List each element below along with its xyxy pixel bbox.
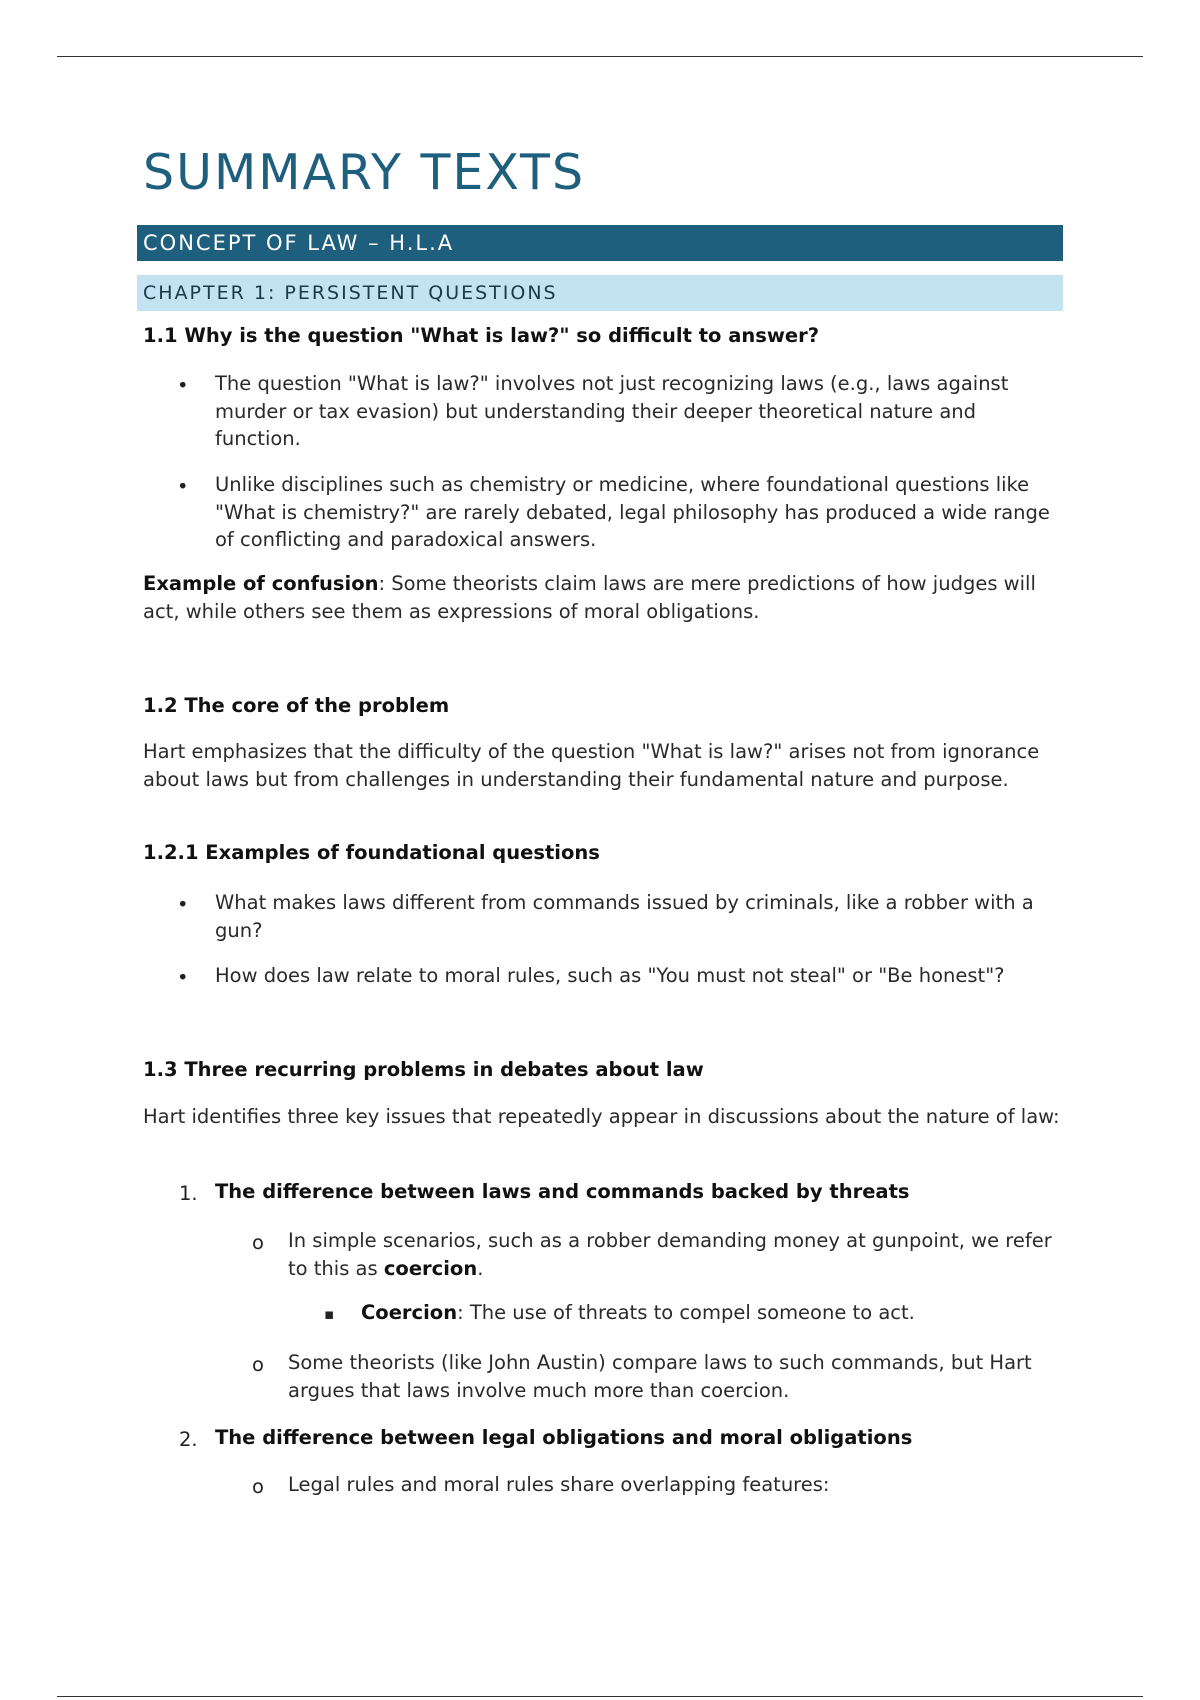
header-rule	[57, 56, 1143, 57]
list-item: The question "What is law?" involves not just recognizing laws (e.g., laws against murder or tax evasion) but understanding their deeper theoretical nature and function.	[215, 372, 1009, 450]
circle-marker: o	[252, 1353, 264, 1376]
paragraph: Hart identifies three key issues that repeatedly appear in discussions about the nature of law:	[143, 1105, 1060, 1128]
circle-marker: o	[252, 1475, 264, 1498]
numbered-item-title: The difference between legal obligations and moral obligations	[215, 1426, 913, 1449]
list-item: What makes laws different from commands issued by criminals, like a robber with a gun?	[215, 891, 1034, 942]
list-item: Unlike disciplines such as chemistry or medicine, where foundational questions like "What is chemistry?" are rarely debated, legal philosophy has produced a wide range of conflicting and paradoxical answers.	[215, 473, 1050, 551]
example-label: Example of confusion	[143, 572, 379, 595]
sub-item-text-end: .	[477, 1256, 484, 1280]
example-paragraph	[143, 570, 1063, 625]
heading-1-1: 1.1 Why is the question "What is law?" so difficult to answer?	[143, 324, 820, 347]
bullet-marker: •	[177, 893, 189, 916]
heading-1-2-1: 1.2.1 Examples of foundational questions	[143, 841, 600, 864]
section-banner: CONCEPT OF LAW – H.L.A	[137, 225, 1063, 261]
coercion-term: coercion	[383, 1256, 478, 1280]
sub-list-item: Some theorists (like John Austin) compare laws to such commands, but Hart argues that laws involve much more than coercion.	[288, 1351, 1032, 1402]
numbered-item-title: The difference between laws and commands backed by threats	[215, 1180, 910, 1203]
heading-1-3: 1.3 Three recurring problems in debates about law	[143, 1058, 704, 1081]
sub-list-item	[288, 1227, 1058, 1282]
square-marker: ▪	[324, 1305, 335, 1323]
paragraph: Hart emphasizes that the difficulty of the question "What is law?" arises not from ignorance about laws but from challenges in understanding their fundamental nature and purpose.	[143, 740, 1040, 791]
definition-term: Coercion	[361, 1301, 458, 1324]
list-item: How does law relate to moral rules, such as "You must not steal" or "Be honest"?	[215, 964, 1005, 987]
heading-1-2: 1.2 The core of the problem	[143, 694, 450, 717]
list-number: 1.	[179, 1182, 198, 1205]
sub-item-text: In simple scenarios, such as a robber demanding money at gunpoint, we refer to this as	[288, 1229, 1052, 1280]
definition-text: : The use of threats to compel someone to act.	[457, 1301, 915, 1324]
example-text: : Some theorists claim laws are mere predictions of how judges will act, while others see them as expressions of moral obligations.	[143, 572, 1036, 623]
chapter-banner: CHAPTER 1: PERSISTENT QUESTIONS	[137, 275, 1063, 311]
page-title: SUMMARY TEXTS	[143, 144, 586, 201]
footer-rule	[57, 1696, 1143, 1697]
list-number: 2.	[179, 1428, 198, 1451]
bullet-marker: •	[177, 966, 189, 989]
bullet-marker: •	[177, 374, 189, 397]
sub-list-item: Legal rules and moral rules share overlapping features:	[288, 1473, 830, 1496]
definition-item	[361, 1299, 1061, 1327]
bullet-marker: •	[177, 475, 189, 498]
circle-marker: o	[252, 1231, 264, 1254]
